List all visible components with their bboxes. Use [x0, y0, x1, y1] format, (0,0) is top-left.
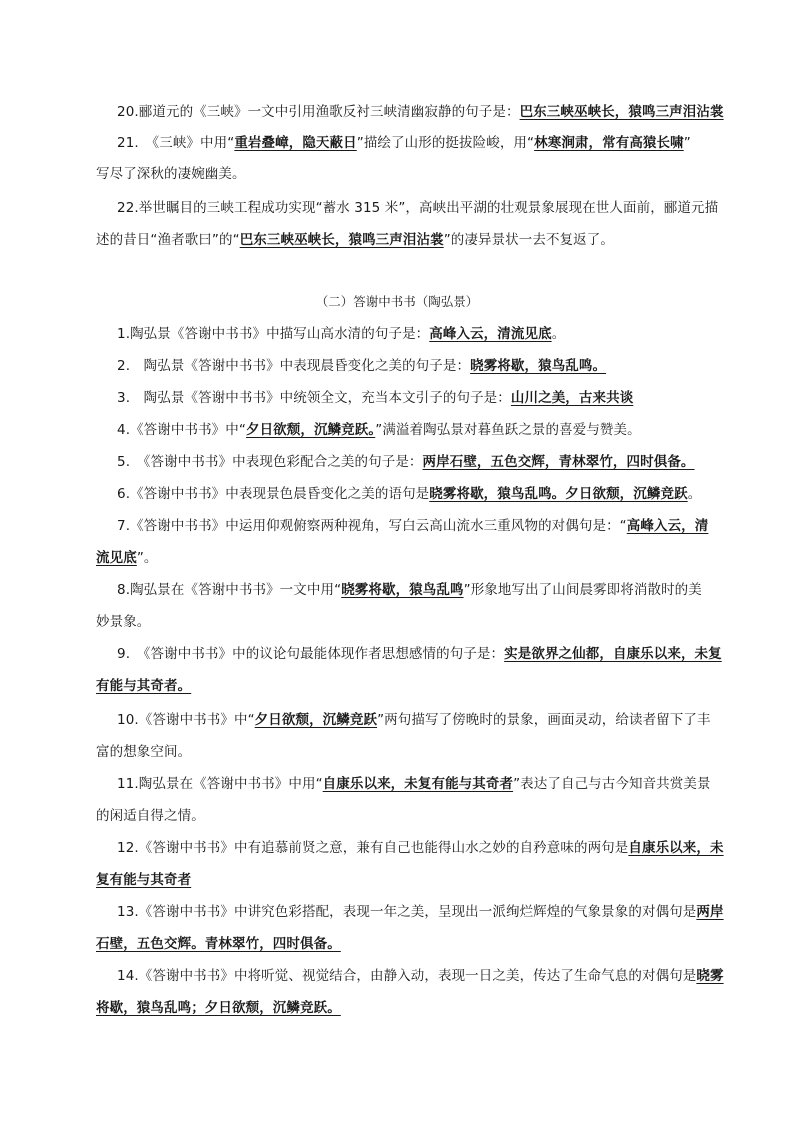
item-text: 21. 《三峡》中用“ — [117, 135, 235, 151]
item-20 — [117, 104, 724, 120]
item-9-cont — [96, 678, 191, 694]
item-14-cont — [96, 1000, 341, 1016]
item-text: 4.《答谢中书书》中“ — [117, 422, 246, 438]
item-11-cont — [96, 808, 205, 824]
item-text: 3. 陶弘景《答谢中书书》中统领全文，充当本文引子的句子是： — [117, 390, 511, 406]
item-2 — [117, 358, 606, 374]
item-text: ”。 — [136, 550, 158, 566]
answer-text: 自康乐以来，未 — [628, 840, 724, 856]
item-22-cont — [96, 232, 614, 248]
item-text: 14.《答谢中书书》中将听觉、视觉结合，由静入动，表现一日之美，传达了生命气息的对偶句是 — [117, 968, 697, 984]
item-14 — [117, 968, 724, 984]
item-8-cont — [96, 614, 150, 630]
item-text: 13.《答谢中书书》中讲究色彩搭配，表现一年之美，呈现出一派绚烂辉煌的气象景象的对偶句是 — [117, 904, 697, 920]
answer-text: 两岸石壁，五色交辉，青林翠竹，四时俱备。 — [422, 454, 695, 470]
answer-text: 山川之美，古来共谈 — [510, 390, 634, 406]
item-text: 2. 陶弘景《答谢中书书》中表现晨昏变化之美的句子是： — [117, 358, 471, 374]
item-text: 妙景象。 — [96, 614, 151, 630]
item-text: 。 — [551, 326, 566, 342]
answer-text: 夕日欲颓，沉鳞竞跃 — [254, 712, 378, 728]
answer-text: 晓雾将歇，猿鸟乱鸣。夕日欲颓，沉鳞竞跃 — [429, 486, 688, 502]
item-text: 写尽了深秋的凄婉幽美。 — [96, 166, 246, 182]
item-text: ” — [683, 135, 691, 151]
item-text: ”形象地写出了山间晨雾即将消散时的美 — [463, 582, 702, 598]
item-10-cont — [96, 744, 191, 760]
answer-text: 重岩叠嶂，隐天蔽日 — [234, 135, 357, 151]
item-text: 。 — [687, 486, 702, 502]
item-1 — [117, 326, 565, 342]
item-8 — [117, 582, 702, 598]
answer-text: 将歇，猿鸟乱鸣；夕日欲颓，沉鳞竞跃。 — [96, 1000, 341, 1016]
answer-text: 复有能与其奇者 — [96, 872, 192, 888]
item-9 — [117, 646, 722, 662]
answer-text: 巴东三峡巫峡长，猿鸣三声泪沾裳 — [519, 104, 724, 120]
item-13-cont — [96, 936, 341, 952]
answer-text: 巴东三峡巫峡长，猿鸣三声泪沾裳 — [239, 232, 444, 248]
item-10 — [117, 712, 711, 728]
answer-text: 晓雾将歇，猿鸟乱鸣。 — [470, 358, 607, 374]
item-22 — [117, 200, 718, 216]
answer-text: 林寒涧肃，常有高猿长啸 — [534, 135, 684, 151]
answer-text: 流见底 — [96, 550, 137, 566]
item-text: 富的想象空间。 — [96, 744, 192, 760]
item-3 — [117, 390, 633, 406]
answer-text: 晓雾 — [696, 968, 724, 984]
item-text: 8.陶弘景在《答谢中书书》一文中用“ — [117, 582, 342, 598]
item-12 — [117, 840, 724, 856]
item-7 — [117, 518, 708, 534]
section-heading: （二）答谢中书书（陶弘景） — [315, 294, 479, 309]
item-text: 7.《答谢中书书》中运用仰观俯察两种视角，写白云高山流水三重风物的对偶句是：“ — [117, 518, 627, 534]
item-text: 10.《答谢中书书》中“ — [117, 712, 255, 728]
answer-text: 晓雾将歇，猿鸟乱鸣 — [341, 582, 464, 598]
item-11 — [117, 776, 711, 792]
item-text: 20.郦道元的《三峡》一文中引用渔歌反衬三峡清幽寂静的句子是： — [117, 104, 520, 120]
item-text: 6.《答谢中书书》中表现景色晨昏变化之美的语句是 — [117, 486, 430, 502]
item-7-cont — [96, 550, 158, 566]
item-text: ”两句描写了傍晚时的景象，画面灵动，给读者留下了丰 — [377, 712, 711, 728]
answer-text: 两岸 — [696, 904, 724, 920]
item-text: 9. 《答谢中书书》中的议论句最能体现作者思想感情的句子是： — [117, 646, 505, 662]
item-5 — [117, 454, 695, 470]
item-12-cont — [96, 872, 191, 888]
item-text: 12.《答谢中书书》中有追慕前贤之意，兼有自己也能得山水之妙的自矜意味的两句是 — [117, 840, 629, 856]
answer-text: 实是欲界之仙都，自康乐以来，未复 — [504, 646, 722, 662]
answer-text: 高峰入云，清 — [626, 518, 709, 534]
item-text: 的闲适自得之情。 — [96, 808, 205, 824]
item-4 — [117, 422, 641, 438]
answer-text: 夕日欲颓，沉鳞竞跃。 — [245, 422, 376, 438]
item-text: 11.陶弘景在《答谢中书书》中用“ — [117, 776, 323, 792]
item-21-cont — [96, 166, 246, 182]
item-text: ”的凄异景状一去不复返了。 — [443, 232, 614, 248]
item-21 — [117, 135, 691, 151]
answer-text: 自康乐以来，未复有能与其奇者 — [322, 776, 514, 792]
item-13 — [117, 904, 724, 920]
item-text: 5. 《答谢中书书》中表现色彩配合之美的句子是： — [117, 454, 423, 470]
answer-text: 石壁，五色交辉。青林翠竹，四时俱备。 — [96, 936, 341, 952]
answer-text: 有能与其奇者。 — [96, 678, 192, 694]
item-text: ”表达了自己与古今知音共赏美景 — [513, 776, 711, 792]
item-text: 述的昔日“渔者歌曰”的“ — [96, 232, 240, 248]
item-6 — [117, 486, 701, 502]
item-text: ”描绘了山形的挺拔险峻，用“ — [356, 135, 535, 151]
item-text: 22.举世瞩目的三峡工程成功实现“蓄水 315 米”，高峡出平湖的壮观景象展现在世人面前，郦道元描 — [117, 200, 719, 216]
item-text: ”满溢着陶弘景对暮鱼跃之景的喜爱与赞美。 — [375, 422, 641, 438]
answer-text: 高峰入云，清流见底 — [429, 326, 552, 342]
item-text: 1.陶弘景《答谢中书书》中描写山高水清的句子是： — [117, 326, 430, 342]
